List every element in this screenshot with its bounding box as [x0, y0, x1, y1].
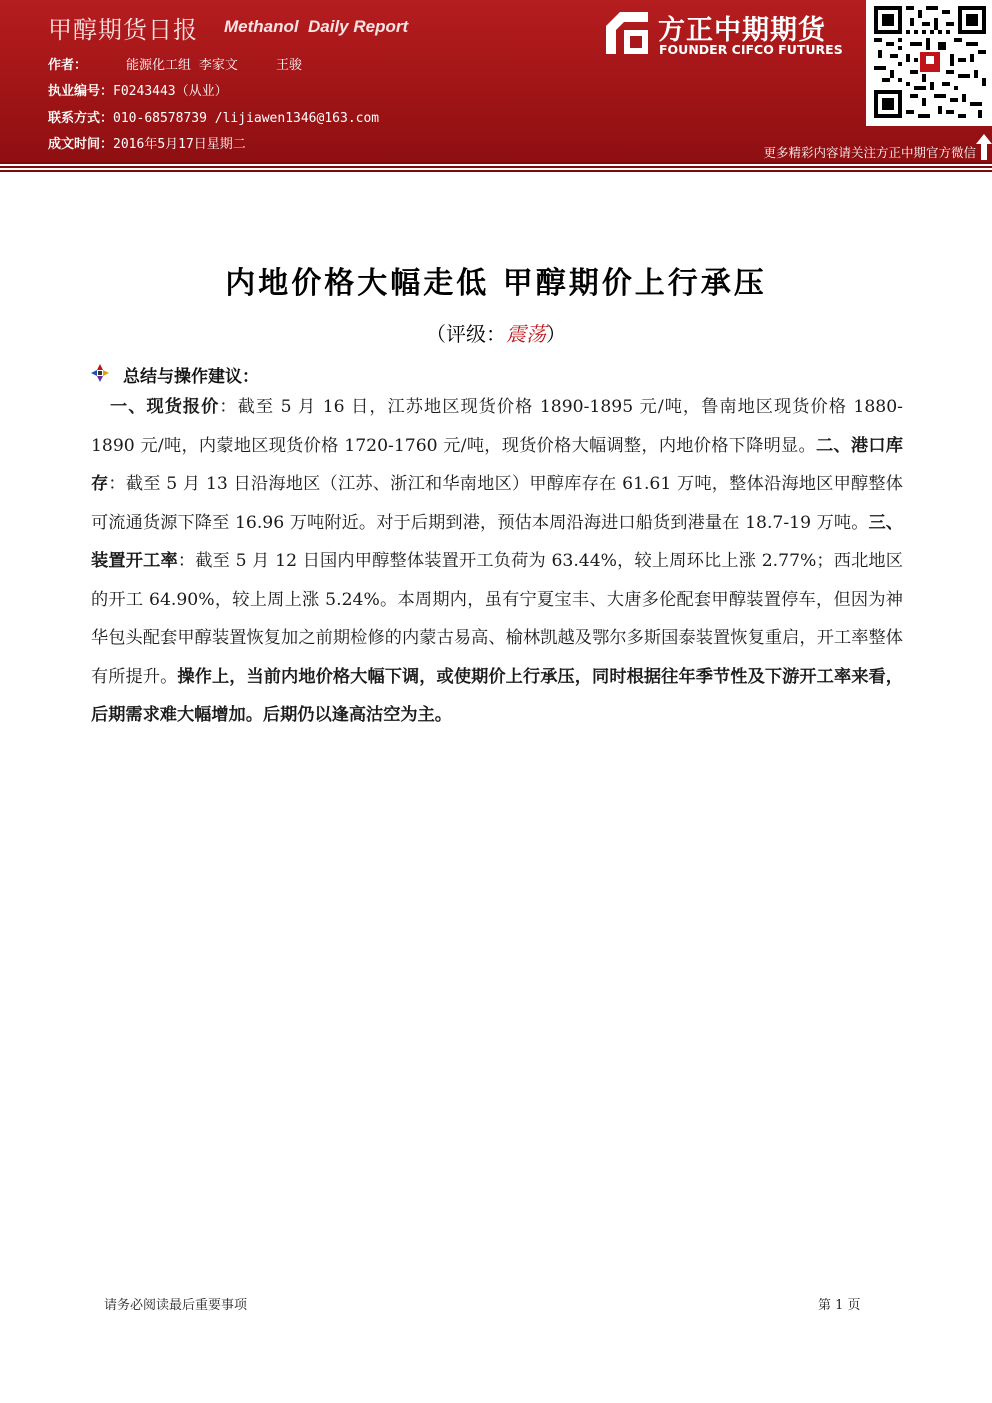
spot-price-text: 截至 5 月 16 日，江苏地区现货价格 1890-1895 元/吨，鲁南地区现货价格 1880- 1890 元/吨，内蒙地区现货价格 1720-1760 元/吨，现货价格大幅调整，内地价格下降明显。	[91, 397, 903, 456]
author-row	[48, 54, 303, 73]
date-row	[48, 133, 246, 152]
qr-code-icon	[874, 6, 986, 118]
spot-price-label: 一、现货报价	[109, 397, 220, 417]
date-value: 2016年5月17日星期二	[113, 137, 246, 152]
author-label: 作者：	[48, 58, 88, 73]
port-inventory-colon: ：	[108, 474, 126, 494]
operating-rate-text: 截至 5 月 12 日国内甲醇整体装置开工负荷为 63.44%，较上周环比上涨 2.77%；西北地区的开工 64.90%，较上周上涨 5.24%。本周期内，虽有宁夏宝丰、大唐多伦配套甲醇装置停车，但因为神华包头配套甲醇装置恢复加之前期检修的内蒙古易高、榆林凯越及鄂尔多斯国泰装置恢复重启，开工率整体有所提升。	[91, 551, 903, 687]
rating-line	[0, 318, 992, 347]
date-label: 成文时间：	[48, 137, 114, 152]
report-header-band	[0, 0, 992, 162]
logo-name-cn: 方正中期期货	[658, 15, 826, 46]
port-inventory-text: 截至 5 月 13 日沿海地区（江苏、浙江和华南地区）甲醇库存在 61.61 万吨，整体沿海地区甲醇整体可流通货源下降至 16.96 万吨附近。对于后期到港，预估本周沿海进口船货到港量在 18.7-19 万吨。	[91, 474, 903, 533]
founder-logo-mark-icon	[604, 10, 650, 56]
header-stripe-divider	[0, 162, 992, 174]
report-title: 内地价格大幅走低 甲醇期价上行承压	[225, 266, 767, 301]
spot-price-colon: ：	[219, 397, 238, 417]
operation-conclusion: 操作上，当前内地价格大幅下调，或使期价上行承压，同时根据往年季节性及下游开工率来看，后期需求难大幅增加。后期仍以逢高沽空为主。	[91, 666, 903, 725]
contact-value[interactable]: 010-68578739 /lijiawen1346@163.com	[113, 111, 380, 126]
port-inventory-label: 二、港口库存	[91, 435, 903, 494]
footer-notice: 请务必阅读最后重要事项	[104, 1298, 248, 1313]
author-names: 能源化工组 李家文	[126, 58, 238, 73]
rating-value: 震荡	[506, 322, 546, 346]
rating-prefix: （评级：	[426, 322, 506, 346]
summary-paragraph	[91, 388, 903, 735]
follow-wechat-text: 更多精彩内容请关注方正中期官方微信	[763, 145, 976, 160]
license-row	[48, 80, 228, 99]
contact-row	[48, 107, 379, 126]
arrow-up-icon	[976, 134, 992, 160]
author-second: 王骏	[276, 58, 303, 73]
wechat-qr-code[interactable]	[866, 0, 992, 126]
report-series-title: 甲醇期货日报	[48, 16, 198, 44]
summary-heading-text: 总结与操作建议：	[123, 367, 259, 387]
page-number: 第 1 页	[818, 1298, 861, 1313]
operating-rate-label: 三、装置开工率	[91, 512, 903, 571]
license-label: 执业编号：	[48, 84, 114, 99]
rating-suffix: ）	[546, 322, 566, 346]
founder-cifco-logo	[604, 8, 856, 60]
license-value: F0243443（从业）	[113, 84, 228, 99]
contact-label: 联系方式：	[48, 111, 114, 126]
operating-rate-colon: ：	[177, 551, 196, 571]
report-series-title-en-2: Daily Report	[308, 17, 409, 36]
diamond-bullet-icon	[91, 364, 109, 382]
logo-name-en: FOUNDER CIFCO FUTURES	[659, 42, 843, 57]
report-series-title-en-1: Methanol	[224, 17, 299, 36]
